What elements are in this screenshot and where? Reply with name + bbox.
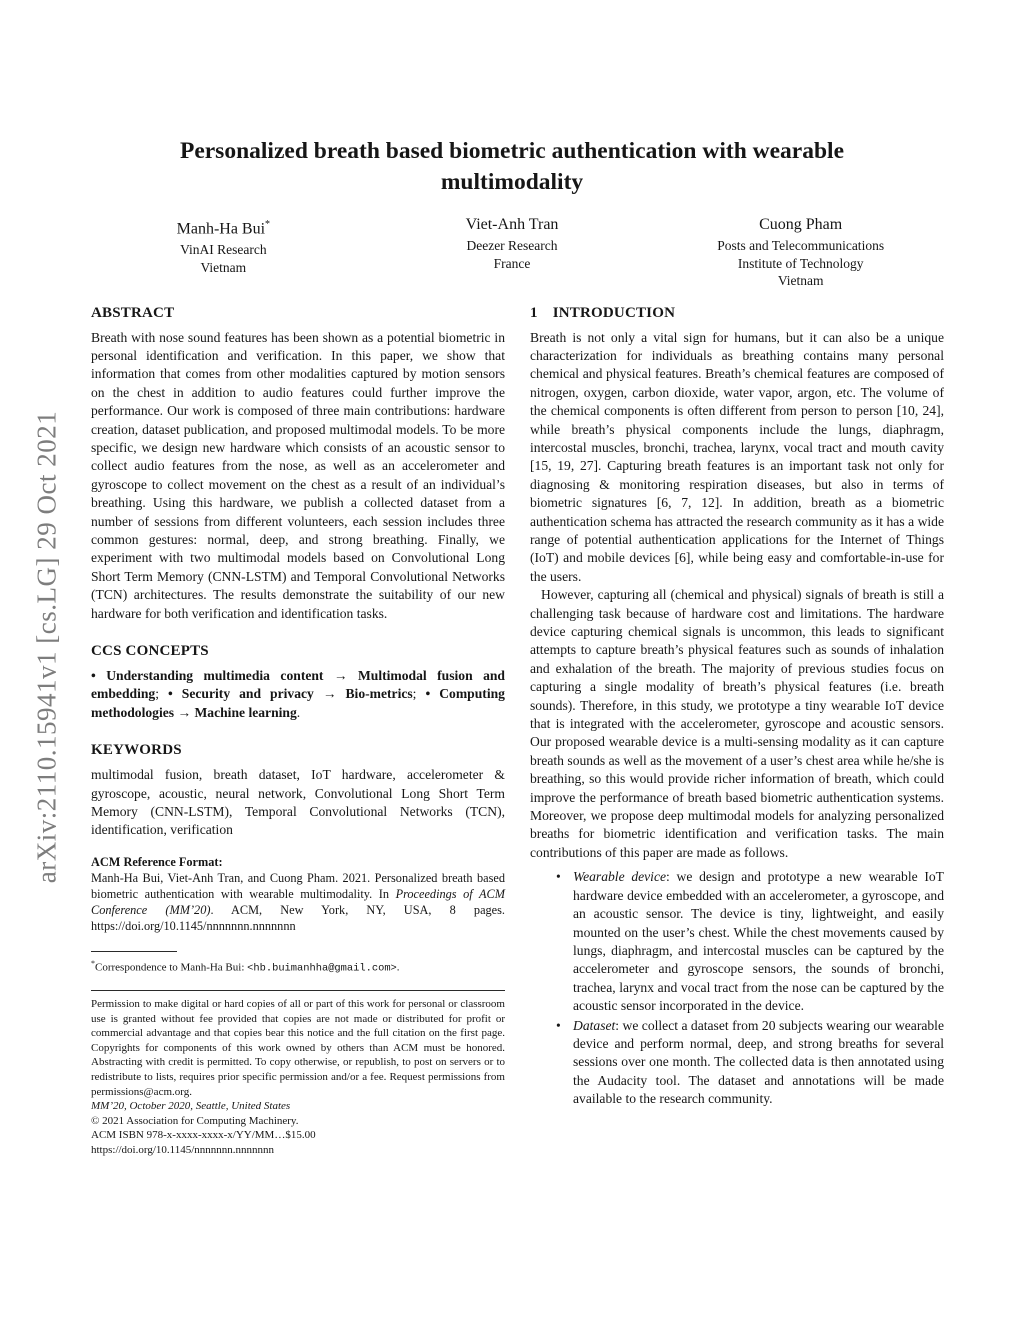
affiliation-line: Vietnam [200, 259, 247, 275]
permission-notice: Permission to make digital or hard copies of all or part of this work for personal or classroom use is granted without fee provided that copies are not made or distributed for profit or commercial advantage and that copies bear this notice and the full citation on the first page. Copyrights for components of this work owned by others than ACM must be honored. Abstracting with credit is permitted. To copy otherwise, or republish, to post on servers or to redistribute to lists, requires prior specific permission and/or a fee. Request permissions from permissions@acm.org. [91, 998, 505, 1098]
paper-title: Personalized breath based biometric authentication with wearable multimodality [179, 138, 845, 195]
right-column [530, 305, 944, 1110]
section-number: 1 [530, 304, 538, 321]
author-1 [79, 215, 368, 290]
acm-reference-proceedings: Proceedings of ACM Conference (MM’20) [91, 886, 505, 917]
acm-reference-heading: ACM Reference Format: [91, 854, 223, 869]
contribution-list [530, 868, 944, 1108]
venue-line: MM’20, October 2020, Seattle, United States [91, 1100, 291, 1113]
ccs-separator: . [296, 704, 301, 720]
author-name-text: Viet-Anh Tran [465, 216, 559, 233]
two-column-body [0, 305, 1024, 1158]
ccs-text [91, 667, 505, 722]
paper-header [0, 0, 1024, 290]
affiliation-line: Vietnam [777, 273, 824, 288]
affiliation-line: Posts and Telecommunications [717, 238, 885, 253]
author-footnote-marker: * [265, 219, 271, 230]
ccs-heading: CCS CONCEPTS [91, 643, 209, 659]
author-name [656, 215, 945, 235]
affiliation-line: France [493, 255, 531, 271]
author-name [368, 215, 657, 235]
author-2 [368, 215, 657, 290]
bullet-text: : we collect a dataset from 20 subjects wearing our wearable device and perform normal, deep, and strong breaths for several sessions over one month. The collected data is then annotated using the Audacity tool. The dataset and annotations will be made available to the research community. [573, 1017, 944, 1107]
acm-reference-part: Manh-Ha Bui, Viet-Anh Tran, and Cuong Pham. 2021. Personalized breath based biometric authentication with wearable multimodality. In [91, 870, 505, 901]
ccs-concept: • Computing methodologies → Machine learning [91, 686, 505, 720]
list-item [530, 868, 944, 1015]
author-affiliation [656, 237, 945, 290]
arxiv-watermark: arXiv:2110.15941v1 [cs.LG] 29 Oct 2021 [31, 410, 62, 884]
list-item [530, 1017, 944, 1109]
acm-reference-text [91, 870, 505, 934]
correspondence-suffix: . [396, 961, 400, 974]
affiliation-line: Institute of Technology [737, 255, 864, 271]
bullet-icon: • [556, 1017, 561, 1033]
author-name-text: Manh-Ha Bui [176, 220, 266, 238]
acm-reference-block [91, 854, 505, 934]
ccs-separator: ; [412, 686, 426, 702]
isbn-line: ACM ISBN 978-x-xxxx-xxxx-x/YY/MM…$15.00 [91, 1129, 316, 1142]
abstract-heading: ABSTRACT [91, 304, 175, 321]
author-block [79, 215, 945, 290]
bullet-lead: Wearable device [573, 869, 667, 885]
doi-line: https://doi.org/10.1145/nnnnnnn.nnnnnnn [91, 1143, 275, 1156]
correspondence-text: Correspondence to Manh-Ha Bui: [95, 961, 248, 974]
introduction-heading [530, 305, 944, 322]
footnote-rule [91, 951, 177, 952]
author-affiliation [79, 241, 368, 276]
ccs-separator: ; [155, 686, 169, 702]
keywords-heading: KEYWORDS [91, 742, 182, 759]
affiliation-line: VinAI Research [180, 242, 267, 258]
affiliation-line: Deezer Research [466, 238, 558, 253]
bullet-icon: • [556, 869, 561, 885]
copyright-line: © 2021 Association for Computing Machinery. [91, 1114, 299, 1127]
keywords-text: multimodal fusion, breath dataset, IoT hardware, accelerometer & gyroscope, acoustic, neural network, Convolutional Long Short Term Memory (CNN-LSTM), Temporal Convolutional Networks (TCN), identification, verification [91, 767, 505, 838]
ccs-concept: • Understanding multimedia content → Multimodal fusion and embedding [91, 668, 505, 702]
correspondence-footnote [91, 957, 505, 976]
footnote-marker: * [91, 958, 95, 968]
author-3 [656, 215, 945, 290]
section-title: INTRODUCTION [552, 304, 676, 321]
author-name-text: Cuong Pham [759, 216, 843, 233]
acm-reference-part: . ACM, New York, NY, USA, 8 pages. https://doi.org/10.1145/nnnnnnn.nnnnnnn [91, 902, 506, 933]
abstract-text: Breath with nose sound features has been shown as a potential biometric in personal identification and verification. In this paper, we show that information that comes from other modalities captured by motion sensors on the chest in addition to audio features could further improve the performance. Our work is composed of three main contributions: hardware creation, dataset publication, and proposed multimodal models. To be more specific, we design new hardware which consists of an acoustic sensor to collect audio features from the nose, as well as an accelerometer and gyroscope to collect movement on the chest as a result of an individual’s breathing. Using this hardware, we publish a collected dataset from a number of sessions from different volunteers, each session includes three common gestures: normal, deep, and strong breathing. Finally, we experiment with two multimodal models based on Convolutional Long Short Term Memory (CNN-LSTM) and Temporal Convolutional Networks (TCN) architectures. The results demonstrate the suitability of our new hardware for both verification and identification tasks. [91, 329, 505, 621]
introduction-paragraph-2: However, capturing all (chemical and physical) signals of breath is still a challenging task because of hardware cost and limitations. The hardware device capturing chemical signals is uncommon, this leads to significant attempts to capture breath’s physical features such as sounds of inhalation and exhalation of the breath. The majority of previous studies focus on capturing a single modality of breath’s physical features (i.e. breath sounds). Therefore, in this study, we prototype a tiny wearable IoT device that is integrated with the accelerometer, gyroscope and acoustic sensors. Our proposed wearable device is a multi-sensing modality as it can capture breath sounds as well as the movement of a user’s chest area while he/she is breathing, so this would provide richer information of breath, which could improve the performance of breath based biometric authentication systems. Moreover, we propose deep multimodal models for analyzing personalized breaths for biometric identification and verification tasks. The main contributions of this paper are made as follows. [530, 587, 944, 860]
author-name [79, 215, 368, 239]
bullet-lead: Dataset [573, 1017, 616, 1033]
left-column [91, 305, 505, 1158]
bullet-text: : we design and prototype a new wearable IoT hardware device embedded with an accelerometer, a gyroscope, and an acoustic sensor. The device is tiny, lightweight, and easily mounted on the user’s chest. While the chest movements caused by lungs, diaphragm, and intercostal muscles can be captured by the accelerometer and gyroscope sensors, the sounds of bronchi, trachea, larynx and vocal tract from the nose can be captured by the acoustic sensor incorporated in the device. [573, 869, 944, 1014]
author-affiliation [368, 237, 657, 272]
copyright-rule [91, 990, 505, 991]
correspondence-email: <hb.buimanhha@gmail.com> [247, 962, 397, 975]
ccs-concept: • Security and privacy → Bio-metrics [168, 686, 413, 702]
introduction-paragraph-1: Breath is not only a vital sign for humans, but it can also be a unique characterization for individuals as breathing contains many personal chemical and physical features. Breath’s chemical features are composed of nitrogen, oxygen, carbon dioxide, water vapor, argon, etc. The volume of the chemical components is often different from person to person [10, 24], while breath’s physical components include the lungs, diaphragm, intercostal muscles, bronchi, trachea, larynx, vocal tract and mouth cavity [15, 19, 27]. Capturing breath features is an important task not only for diagnosing & monitoring respiration diseases, but also in terms of biometric signatures [6, 7, 12]. In addition, breath as a biometric authentication schema has attracted the research community as it has a wide range of potential authentication applications for the Internet of Things (IoT) and mobile devices [6], while being easy and comfortable-in-use for the users. [530, 329, 944, 584]
